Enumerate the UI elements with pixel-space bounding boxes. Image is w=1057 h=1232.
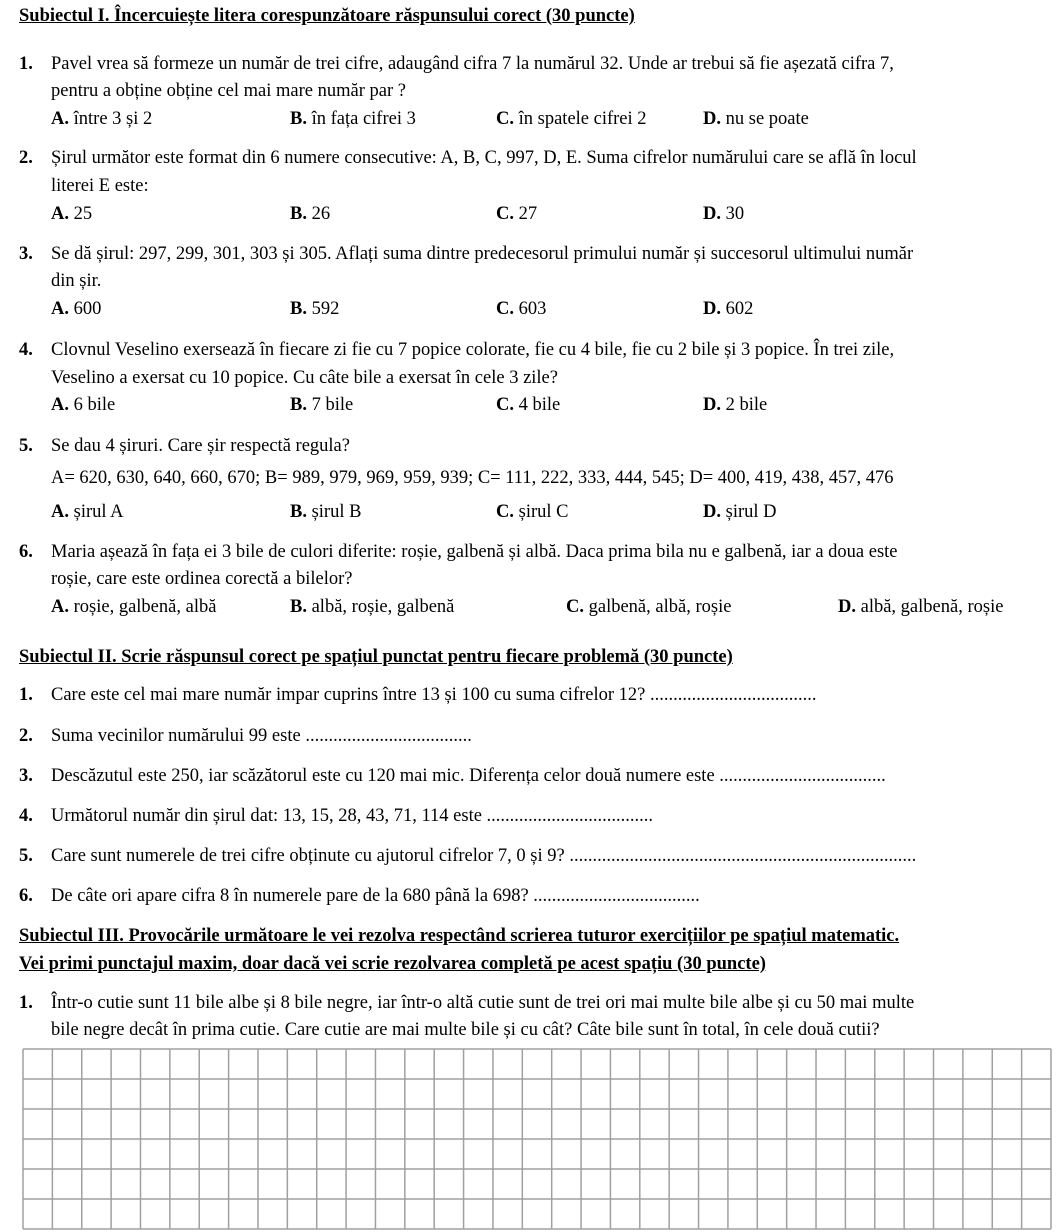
answer-blank[interactable]: ....................................: [719, 766, 886, 786]
subject-2-title: Subiectul II. Scrie răspunsul corect pe spațiul punctat pentru fiecare problemă (30 puncte): [19, 647, 733, 667]
option-b[interactable]: [290, 299, 339, 320]
question-number: 3.: [19, 244, 33, 264]
option-text: 26: [306, 204, 331, 224]
answer-blank[interactable]: ....................................: [305, 726, 472, 746]
option-b[interactable]: [290, 204, 330, 225]
answer-grid[interactable]: [22, 1048, 1052, 1230]
option-c[interactable]: [496, 395, 560, 416]
answer-blank[interactable]: ....................................: [533, 886, 700, 906]
question-text-line: Într-o cutie sunt 11 bile albe și 8 bile negre, iar într-o altă cutie sunt de trei ori mai multe bile albe și cu 50 mai multe: [51, 993, 915, 1013]
option-letter: A.: [51, 204, 69, 224]
option-letter: C.: [496, 299, 514, 319]
question-number: 5.: [19, 436, 33, 456]
answer-blank[interactable]: ...........................................................................: [569, 846, 917, 866]
option-c[interactable]: [496, 204, 537, 225]
question-text-line: bile negre decât în prima cutie. Care cutie are mai multe bile și cu cât? Câte bile sunt în total, în cele două cutii?: [51, 1020, 880, 1040]
option-text: 600: [69, 299, 102, 319]
subject-3-title-line-1: Subiectul III. Provocările următoare le vei rezolva respectând scrierea tuturor exercițiilor pe spațiul matematic.: [19, 926, 900, 946]
answer-blank[interactable]: ....................................: [486, 806, 654, 826]
option-letter: B.: [290, 204, 307, 224]
question-text-line: Clovnul Veselino exersează în fiecare zi fie cu 7 popice colorate, fie cu 4 bile, fie cu 2 bile și 3 popice. În trei zile,: [51, 340, 895, 360]
option-text: nu se poate: [721, 109, 809, 129]
option-d[interactable]: [703, 395, 767, 416]
question-number: 2.: [19, 148, 33, 168]
subject-1-title: Subiectul I. Încercuiește litera corespunzătoare răspunsului corect (30 puncte): [19, 6, 635, 26]
question-text: Următorul număr din șirul dat: 13, 15, 28, 43, 71, 114 este: [51, 806, 487, 826]
option-letter: A.: [51, 299, 69, 319]
question-number: 4.: [19, 806, 33, 826]
option-text: șirul D: [721, 502, 777, 522]
option-text: 6 bile: [69, 395, 116, 415]
question-text: Care sunt numerele de trei cifre obținute cu ajutorul cifrelor 7, 0 și 9?: [51, 846, 570, 866]
question-number: 5.: [19, 846, 33, 866]
option-c[interactable]: [496, 109, 647, 130]
option-a[interactable]: [51, 395, 115, 416]
option-c[interactable]: [496, 299, 546, 320]
option-d[interactable]: [703, 204, 744, 225]
option-d[interactable]: [838, 597, 1003, 618]
question-text-line: roșie, care este ordinea corectă a bilelor?: [51, 569, 353, 589]
option-text: 592: [306, 299, 340, 319]
option-letter: A.: [51, 109, 69, 129]
option-letter: D.: [703, 109, 721, 129]
option-d[interactable]: [703, 109, 809, 130]
option-letter: B.: [290, 597, 307, 617]
option-letter: B.: [290, 109, 307, 129]
option-b[interactable]: [290, 502, 361, 523]
option-a[interactable]: [51, 109, 152, 130]
option-text: 27: [514, 204, 538, 224]
option-text: 2 bile: [721, 395, 768, 415]
question-number: 1.: [19, 685, 33, 705]
option-text: în fața cifrei 3: [306, 109, 416, 129]
question-text: Descăzutul este 250, iar scăzătorul este cu 120 mai mic. Diferența celor două numere este: [51, 766, 720, 786]
option-letter: A.: [51, 502, 69, 522]
option-b[interactable]: [290, 395, 353, 416]
option-a[interactable]: [51, 204, 92, 225]
option-text: șirul C: [514, 502, 569, 522]
option-text: 7 bile: [306, 395, 354, 415]
option-text: între 3 și 2: [69, 109, 153, 129]
option-letter: D.: [703, 502, 721, 522]
option-letter: B.: [290, 395, 307, 415]
option-letter: D.: [703, 299, 721, 319]
option-letter: D.: [703, 395, 721, 415]
option-a[interactable]: [51, 597, 216, 618]
option-text: albă, galbenă, roșie: [856, 597, 1004, 617]
question-number: 6.: [19, 886, 33, 906]
subject-3-title-line-2: Vei primi punctajul maxim, doar dacă vei scrie rezolvarea completă pe acest spațiu (30 puncte): [19, 954, 766, 974]
option-a[interactable]: [51, 502, 123, 523]
question-number: 3.: [19, 766, 33, 786]
option-d[interactable]: [703, 502, 777, 523]
option-text: 602: [721, 299, 754, 319]
option-text: șirul B: [306, 502, 362, 522]
option-letter: A.: [51, 395, 69, 415]
option-letter: C.: [496, 502, 514, 522]
option-text: albă, roșie, galbenă: [306, 597, 455, 617]
question-number: 2.: [19, 726, 33, 746]
option-letter: C.: [566, 597, 584, 617]
option-letter: D.: [703, 204, 721, 224]
question-text-line: Veselino a exersat cu 10 popice. Cu câte bile a exersat în cele 3 zile?: [51, 368, 558, 388]
option-d[interactable]: [703, 299, 753, 320]
option-c[interactable]: [566, 597, 731, 618]
option-letter: B.: [290, 299, 307, 319]
option-letter: B.: [290, 502, 307, 522]
question-text-line: din șir.: [51, 271, 102, 291]
option-letter: C.: [496, 109, 514, 129]
question-number: 1.: [19, 54, 33, 74]
question-text-line: Maria așează în fața ei 3 bile de culori diferite: roșie, galbenă și albă. Daca prima bila nu e galbenă, iar a doua este: [51, 542, 898, 562]
option-letter: D.: [838, 597, 856, 617]
option-c[interactable]: [496, 502, 568, 523]
option-a[interactable]: [51, 299, 101, 320]
question-text-line: Se dau 4 șiruri. Care șir respectă regula?: [51, 436, 350, 456]
option-text: în spatele cifrei 2: [514, 109, 647, 129]
question-number: 6.: [19, 542, 33, 562]
option-b[interactable]: [290, 109, 416, 130]
option-text: 4 bile: [514, 395, 561, 415]
option-text: 25: [69, 204, 93, 224]
option-text: galbenă, albă, roșie: [584, 597, 732, 617]
question-text: Care este cel mai mare număr impar cuprins între 13 și 100 cu suma cifrelor 12?: [51, 685, 650, 705]
question-text-line: Șirul următor este format din 6 numere consecutive: A, B, C, 997, D, E. Suma cifrelor numărului care se află în locul: [51, 148, 917, 168]
option-text: șirul A: [69, 502, 124, 522]
question-text-line: pentru a obține obține cel mai mare număr par ?: [51, 81, 406, 101]
option-letter: A.: [51, 597, 69, 617]
question-text: Suma vecinilor numărului 99 este: [51, 726, 306, 746]
option-letter: C.: [496, 204, 514, 224]
question-text-line: Se dă șirul: 297, 299, 301, 303 și 305. Aflați suma dintre predecesorul primului număr și succesorul ultimului număr: [51, 244, 914, 264]
option-b[interactable]: [290, 597, 454, 618]
option-letter: C.: [496, 395, 514, 415]
question-text: De câte ori apare cifra 8 în numerele pare de la 680 până la 698?: [51, 886, 534, 906]
question-number: 4.: [19, 340, 33, 360]
option-text: 30: [721, 204, 745, 224]
option-text: 603: [514, 299, 547, 319]
question-text-line: Pavel vrea să formeze un număr de trei cifre, adaugând cifra 7 la numărul 32. Unde ar trebui să fie așezată cifra 7,: [51, 54, 894, 74]
question-number: 1.: [19, 993, 33, 1013]
sequences-line: A= 620, 630, 640, 660, 670; B= 989, 979, 969, 959, 939; C= 111, 222, 333, 444, 545; D= 400, 419, 438, 457, 476: [51, 468, 894, 488]
answer-blank[interactable]: ....................................: [649, 685, 817, 705]
option-text: roșie, galbenă, albă: [69, 597, 217, 617]
question-text-line: literei E este:: [51, 176, 149, 196]
